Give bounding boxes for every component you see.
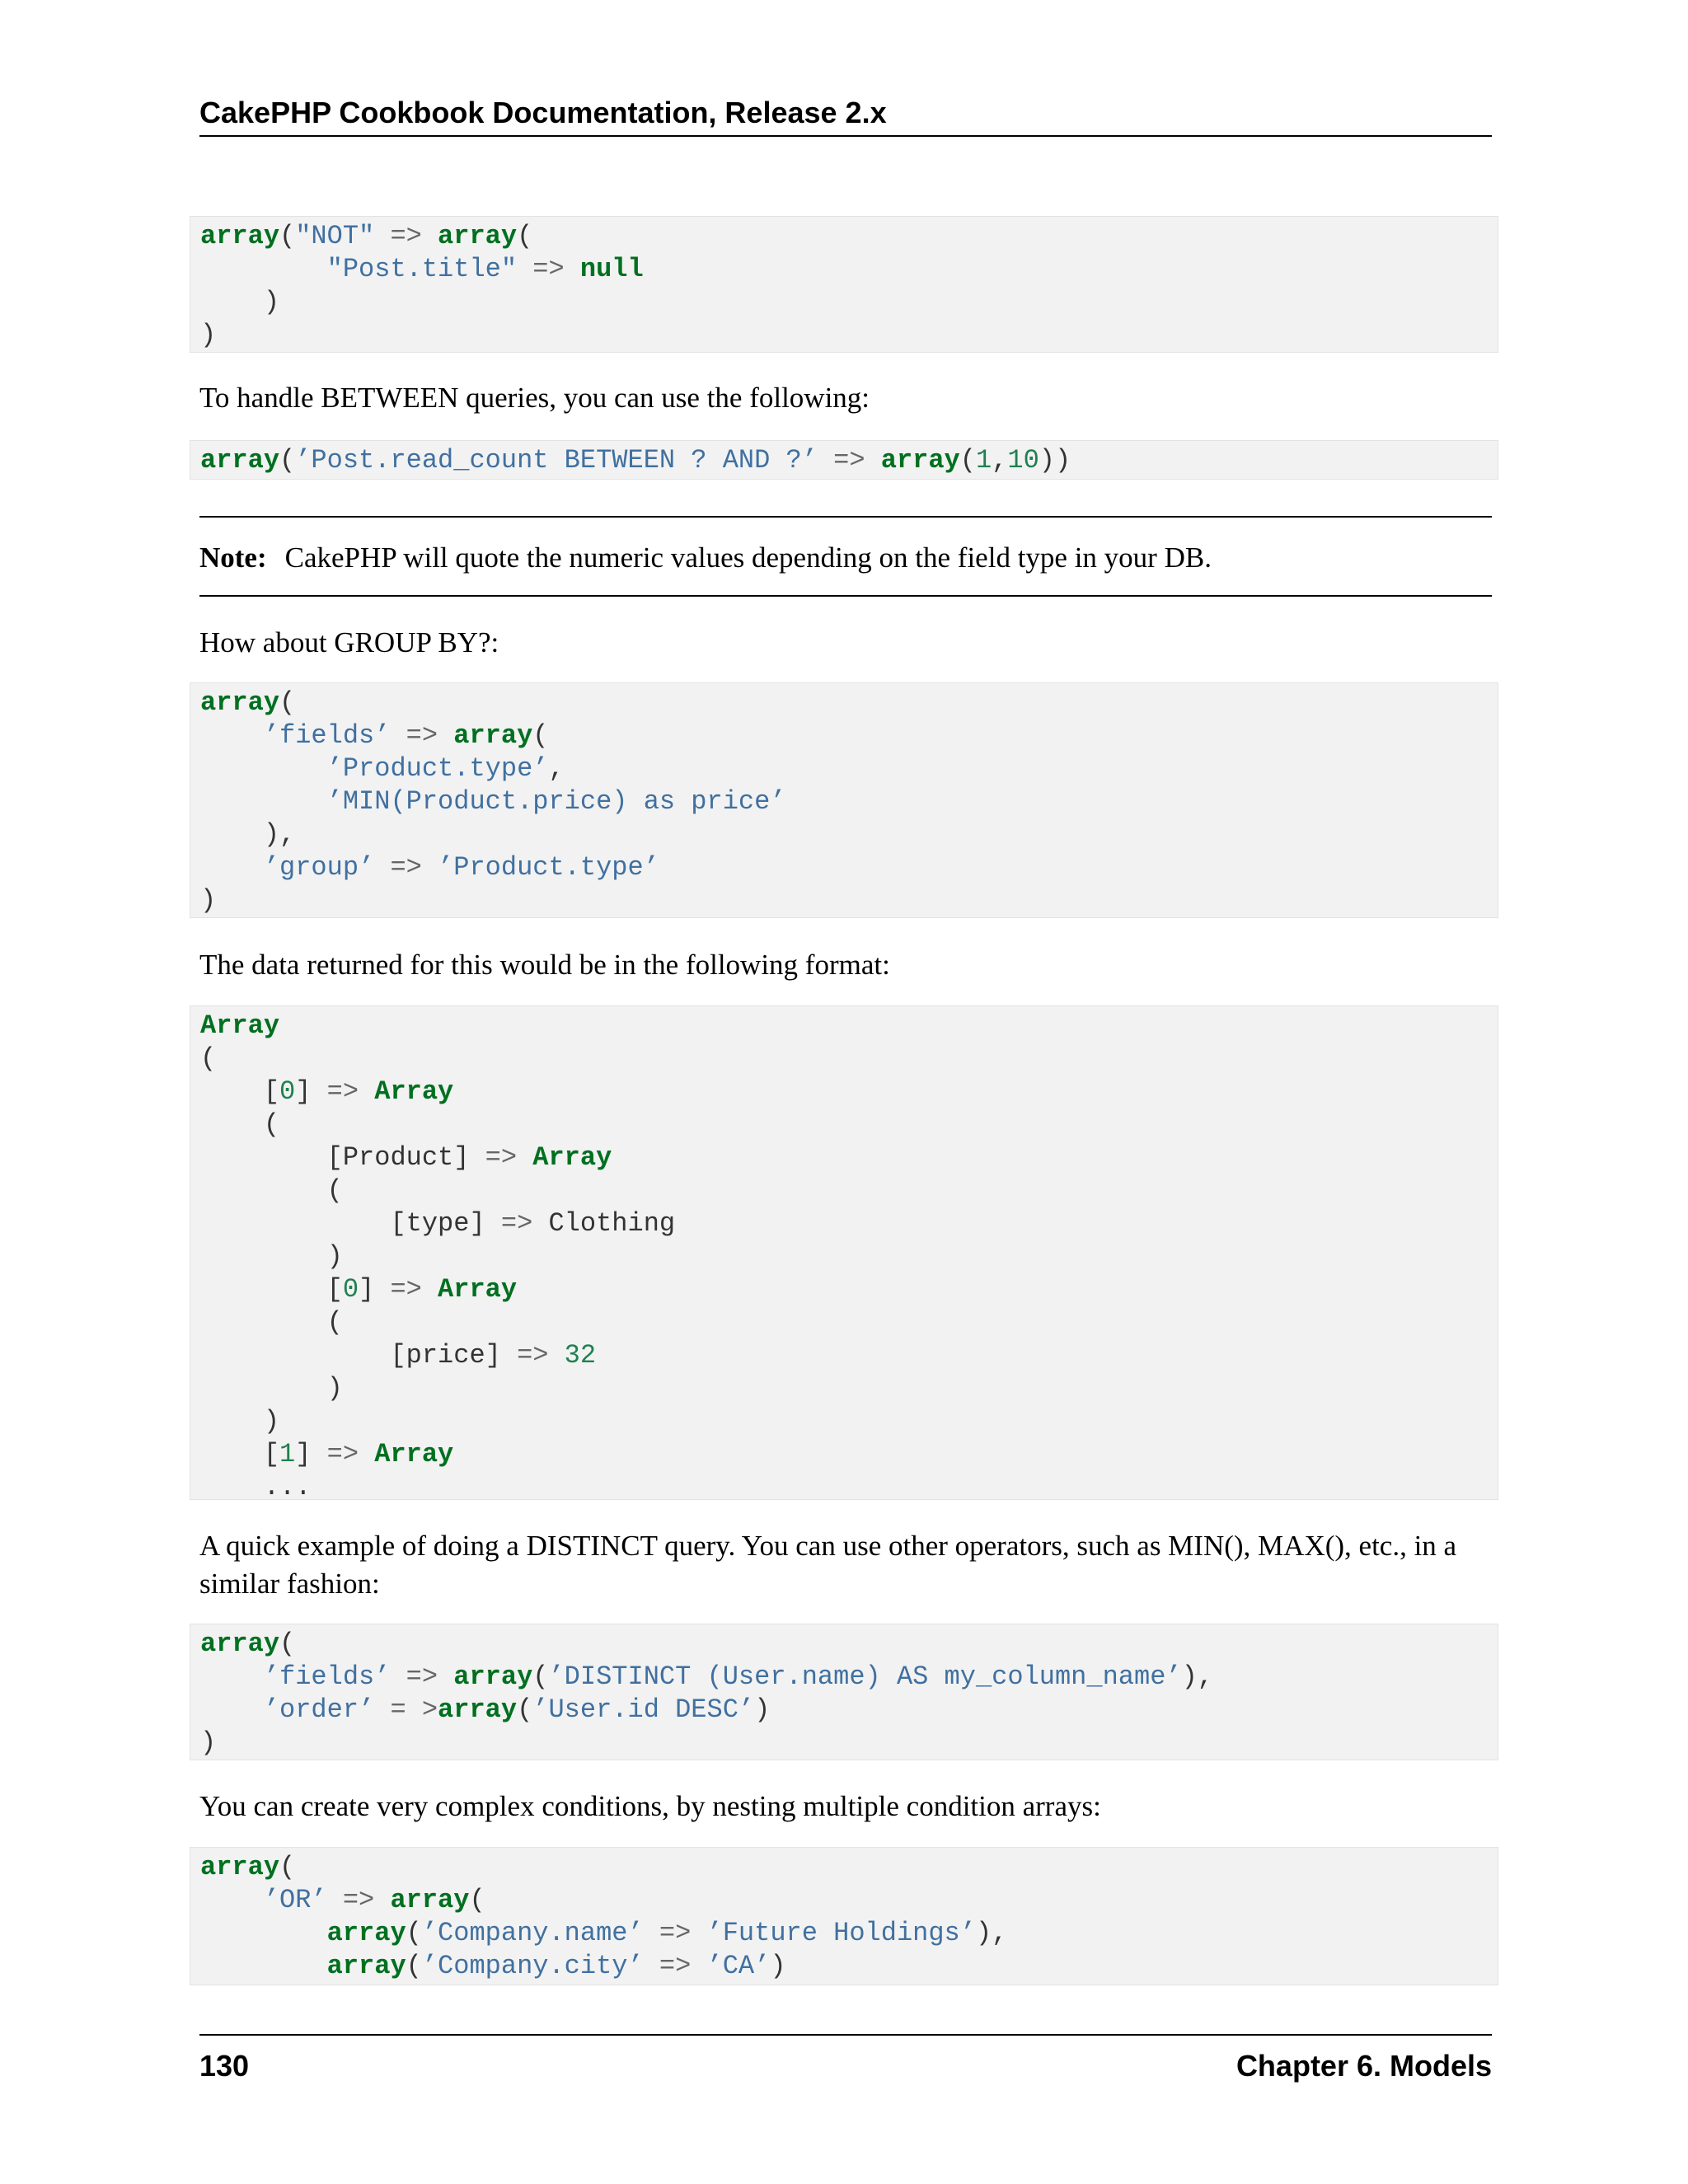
code-token: ]: [295, 1439, 327, 1469]
code-token: (: [406, 1918, 422, 1948]
code-token: ’DISTINCT (User.name) AS my_column_name’: [548, 1661, 1182, 1692]
code-token: Array: [438, 1274, 518, 1305]
code-token: ’Post.read_count BETWEEN ? AND ?’: [295, 445, 818, 476]
code-token: [200, 720, 264, 751]
code-token: array: [453, 1661, 533, 1692]
code-block-result-array: [190, 1005, 1498, 1500]
code-token: ): [200, 320, 217, 350]
code-token: [374, 852, 390, 883]
code-token: ’CA’: [706, 1951, 771, 1981]
code-token: array: [453, 720, 533, 751]
code-line: [200, 1884, 1498, 1917]
code-token: [438, 1661, 453, 1692]
code-token: ’OR’: [263, 1885, 327, 1915]
code-token: 32: [564, 1340, 597, 1371]
code-line: [200, 1108, 1498, 1141]
header-title: CakePHP Cookbook Documentation, Release 2.x: [199, 96, 887, 129]
code-token: [374, 1694, 390, 1725]
code-token: [200, 1694, 264, 1725]
code-token: 0: [342, 1274, 359, 1305]
page-header: [199, 91, 1492, 137]
note-label: Note:: [199, 541, 267, 574]
code-token: =>: [390, 1274, 422, 1305]
code-token: [: [200, 1274, 343, 1305]
code-token: array: [390, 1885, 470, 1915]
code-token: ’MIN(Product.price) as price’: [326, 786, 786, 817]
code-line: [200, 286, 1498, 319]
code-token: [517, 254, 532, 284]
code-token: ): [200, 1373, 343, 1404]
note-box: [199, 516, 1492, 597]
code-token: [327, 1885, 343, 1915]
code-line: [200, 1661, 1498, 1694]
code-block-nested-conditions: [190, 1847, 1498, 1985]
code-token: ]: [359, 1274, 391, 1305]
code-token: =>: [406, 1661, 438, 1692]
code-line: [200, 752, 1498, 785]
code-token: =>: [532, 254, 565, 284]
code-token: "Post.title": [326, 254, 518, 284]
code-token: [422, 1274, 438, 1305]
code-token: [359, 1439, 374, 1469]
code-block-group-by: [190, 682, 1498, 918]
code-token: =>: [517, 1340, 549, 1371]
code-token: [691, 1918, 706, 1948]
code-line: [200, 785, 1498, 818]
code-token: =>: [659, 1918, 692, 1948]
code-token: [Product]: [200, 1142, 485, 1173]
code-line: [200, 1273, 1498, 1306]
code-token: [390, 1661, 406, 1692]
code-token: array: [200, 221, 280, 251]
code-line: [200, 1917, 1498, 1950]
code-token: ’Future Holdings’: [706, 1918, 976, 1948]
code-token: ’Product.type’: [326, 753, 549, 784]
code-token: =>: [390, 852, 422, 883]
code-token: [374, 221, 390, 251]
code-token: (: [406, 1951, 422, 1981]
code-line: [200, 719, 1498, 752]
code-token: ]: [295, 1076, 327, 1107]
code-token: [422, 221, 438, 251]
chapter-title: Chapter 6. Models: [1236, 2049, 1492, 2083]
code-token: [374, 1885, 390, 1915]
code-line: [200, 851, 1498, 884]
code-token: [200, 1918, 327, 1948]
code-token: [517, 1142, 532, 1173]
code-token: ),: [1181, 1661, 1213, 1692]
code-token: ’Product.type’: [438, 852, 659, 883]
code-token: =>: [500, 1208, 533, 1239]
paragraph-group-by: How about GROUP BY?:: [199, 626, 499, 658]
paragraph-between: To handle BETWEEN queries, you can use the following:: [199, 382, 870, 414]
code-line: [200, 1628, 1498, 1661]
code-token: [644, 1918, 659, 1948]
code-token: ): [770, 1951, 786, 1981]
code-token: (: [279, 1852, 296, 1882]
page-number: 130: [199, 2049, 250, 2083]
code-token: array: [200, 445, 280, 476]
code-token: (: [279, 221, 296, 251]
code-line: [200, 1010, 1498, 1043]
code-line: [200, 1405, 1498, 1438]
code-token: ): [200, 1727, 217, 1758]
code-line: [200, 1174, 1498, 1207]
code-token: (: [959, 445, 976, 476]
code-token: [200, 852, 264, 883]
code-line: [200, 220, 1498, 253]
code-line: [200, 1727, 1498, 1760]
paragraph-data-returned: The data returned for this would be in the following format:: [199, 949, 890, 981]
code-block-not-null: [190, 216, 1498, 353]
code-line: [200, 1076, 1498, 1108]
code-token: ): [200, 885, 217, 916]
code-token: ...: [200, 1472, 312, 1502]
code-token: (: [469, 1885, 485, 1915]
code-token: 1: [279, 1439, 296, 1469]
code-block-between: [190, 440, 1498, 480]
code-token: ’group’: [263, 852, 375, 883]
code-token: ’Company.name’: [421, 1918, 644, 1948]
code-token: ’User.id DESC’: [532, 1694, 755, 1725]
code-token: =>: [326, 1076, 359, 1107]
code-line: [200, 1240, 1498, 1273]
code-token: [390, 720, 406, 751]
code-token: null: [579, 254, 644, 284]
code-token: ): [200, 1241, 343, 1272]
code-token: [438, 720, 453, 751]
code-token: =>: [342, 1885, 375, 1915]
code-token: [200, 1885, 264, 1915]
code-token: [200, 786, 327, 817]
code-token: (: [200, 1109, 280, 1140]
code-token: Array: [374, 1439, 454, 1469]
code-token: ’fields’: [263, 720, 391, 751]
code-token: [type]: [200, 1208, 501, 1239]
code-token: (: [517, 1694, 533, 1725]
code-token: (: [200, 1307, 343, 1338]
code-line: [200, 884, 1498, 917]
code-token: (: [200, 1043, 217, 1074]
code-token: = >: [390, 1694, 438, 1725]
code-line: [200, 1694, 1498, 1727]
paragraph-complex: You can create very complex conditions, by nesting multiple condition arrays:: [199, 1790, 1101, 1822]
code-token: "NOT": [295, 221, 375, 251]
code-token: [644, 1951, 659, 1981]
code-token: ’Company.city’: [421, 1951, 644, 1981]
code-token: 0: [279, 1076, 296, 1107]
code-line: [200, 1306, 1498, 1339]
code-token: [865, 445, 881, 476]
code-token: =>: [326, 1439, 359, 1469]
code-line: [200, 319, 1498, 352]
code-line: [200, 1851, 1498, 1884]
code-token: array: [200, 687, 280, 718]
code-token: array: [326, 1918, 406, 1948]
code-token: [359, 1076, 374, 1107]
code-token: ): [200, 1406, 280, 1436]
code-line: [200, 1950, 1498, 1983]
code-token: (: [517, 221, 533, 251]
code-token: Array: [200, 1010, 280, 1041]
code-token: ): [754, 1694, 771, 1725]
code-token: [200, 1661, 264, 1692]
code-line: [200, 444, 1498, 477]
code-token: ,: [548, 753, 565, 784]
code-block-distinct: [190, 1624, 1498, 1760]
code-token: (: [279, 1629, 296, 1659]
page-footer: [199, 2034, 1492, 2085]
code-token: [price]: [200, 1340, 518, 1371]
code-token: [565, 254, 580, 284]
code-line: [200, 818, 1498, 851]
code-token: array: [326, 1951, 406, 1981]
note-content: [199, 539, 1212, 577]
code-token: ),: [975, 1918, 1008, 1948]
code-token: (: [532, 1661, 549, 1692]
code-token: Clothing: [532, 1208, 676, 1239]
code-line: [200, 253, 1498, 286]
code-line: [200, 1372, 1498, 1405]
note-text: CakePHP will quote the numeric values depending on the field type in your DB.: [284, 541, 1212, 574]
code-token: [422, 852, 438, 883]
code-token: =>: [485, 1142, 518, 1173]
code-token: array: [438, 221, 518, 251]
code-token: ,: [992, 445, 1008, 476]
code-token: (: [279, 687, 296, 718]
code-token: (: [532, 720, 549, 751]
code-token: =>: [833, 445, 865, 476]
code-token: array: [880, 445, 960, 476]
code-token: (: [279, 445, 296, 476]
code-token: ): [200, 287, 280, 317]
code-token: ’fields’: [263, 1661, 391, 1692]
code-line: [200, 1043, 1498, 1076]
code-token: [818, 445, 833, 476]
paragraph-distinct: A quick example of doing a DISTINCT query. You can use other operators, such as MIN(), MAX(), etc., in a similar fashion:: [199, 1530, 1457, 1600]
code-token: =>: [659, 1951, 692, 1981]
code-token: Array: [374, 1076, 454, 1107]
code-token: Array: [532, 1142, 612, 1173]
code-line: [200, 1207, 1498, 1240]
code-token: array: [200, 1629, 280, 1659]
code-token: 10: [1007, 445, 1039, 476]
code-token: 1: [975, 445, 992, 476]
code-line: [200, 687, 1498, 719]
code-line: [200, 1141, 1498, 1174]
code-token: [200, 1951, 327, 1981]
code-token: [691, 1951, 706, 1981]
code-token: [200, 753, 327, 784]
code-token: array: [200, 1852, 280, 1882]
code-token: =>: [390, 221, 422, 251]
code-token: (: [200, 1175, 343, 1206]
code-token: [200, 254, 327, 284]
code-line: [200, 1471, 1498, 1504]
code-token: array: [438, 1694, 518, 1725]
code-token: [: [200, 1076, 280, 1107]
code-line: [200, 1438, 1498, 1471]
code-token: [548, 1340, 564, 1371]
code-token: ),: [200, 819, 296, 850]
code-token: ’order’: [263, 1694, 375, 1725]
code-token: =>: [406, 720, 438, 751]
code-line: [200, 1339, 1498, 1372]
code-token: [: [200, 1439, 280, 1469]
code-token: )): [1039, 445, 1071, 476]
